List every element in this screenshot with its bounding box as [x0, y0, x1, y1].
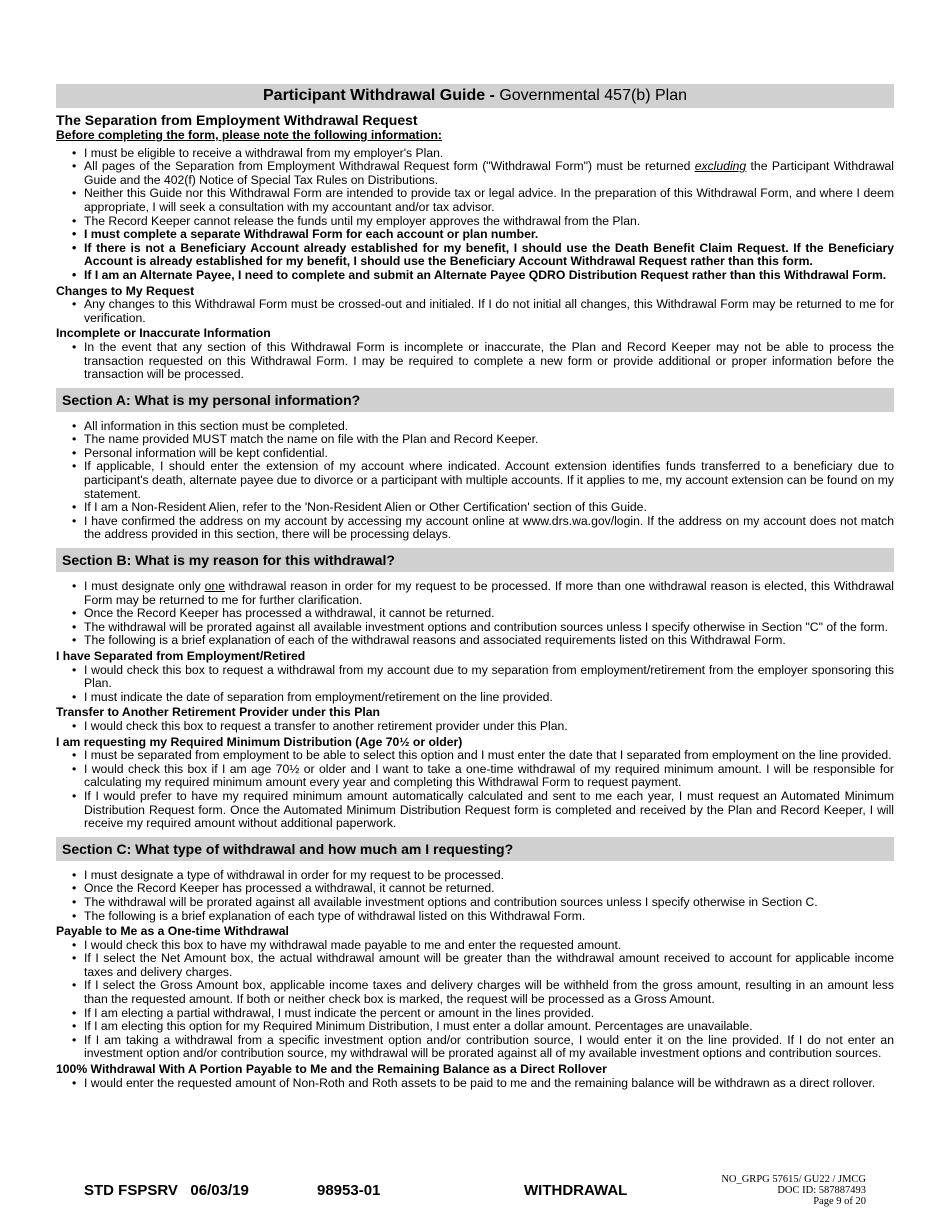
rmd-list	[56, 749, 894, 831]
section-a-heading: Section A: What is my personal information?	[56, 388, 894, 412]
list-item-underline: one	[204, 579, 225, 594]
list-item: • I would check this box to request a transfer to another retirement provider under this Plan.	[84, 720, 894, 734]
page-title	[56, 84, 894, 108]
section-c-heading: Section C: What type of withdrawal and how much am I requesting?	[56, 837, 894, 861]
payable-list	[56, 939, 894, 1061]
incomplete-heading: Incomplete or Inaccurate Information	[56, 326, 271, 341]
list-item: • I must be eligible to receive a withdrawal from my employer's Plan.	[84, 147, 894, 161]
section-b-heading: Section B: What is my reason for this withdrawal?	[56, 548, 894, 572]
list-item: • Once the Record Keeper has processed a withdrawal, it cannot be returned.	[84, 607, 894, 621]
list-item-text: withdrawal reason in order for my request to be processed. If more than one withdrawal reason is elected, this Withdrawal Form may be returned to me for further clarification.	[84, 579, 894, 607]
transfer-list	[56, 720, 894, 734]
changes-heading: Changes to My Request	[56, 283, 195, 298]
list-item: • I would enter the requested amount of Non-Roth and Roth assets to be paid to me and the remaining balance will be withdrawn as a direct rollover.	[84, 1077, 894, 1091]
transfer-heading: Transfer to Another Retirement Provider under this Plan	[56, 705, 380, 720]
list-item: • If there is not a Beneficiary Account already established for my benefit, I should use the Death Benefit Claim Request. If the Beneficiary Account is already established for my benefit, I should use the Beneficiary Account Withdrawal Request rather than this form.	[84, 242, 894, 269]
list-item: • I must complete a separate Withdrawal Form for each account or plan number.	[84, 228, 894, 242]
list-item: • I would check this box to request a withdrawal from my account due to my separation from employment/retirement from the employer sponsoring this Plan.	[84, 664, 894, 691]
title-rest: Governmental 457(b) Plan	[494, 87, 687, 104]
list-item-text: the Participant Withdrawal Guide and the 402(f) Notice of Special Tax Rules on Distributions.	[84, 159, 895, 187]
section-a-list	[56, 420, 894, 542]
footer-code: 98953-01	[317, 1182, 381, 1199]
footer-page-number: Page 9 of 20	[813, 1196, 866, 1207]
list-item: • I must indicate the date of separation from employment/retirement on the line provided.	[84, 691, 894, 705]
list-item: • I would check this box if I am age 70½ or older and I want to take a one-time withdrawal of my required minimum amount. I will be responsible for calculating my required minimum amount every year and completing this Withdrawal Form to request payment.	[84, 763, 894, 790]
list-item: • If I would prefer to have my required minimum amount automatically calculated and sent to me each year, I must request an Automated Minimum Distribution Request form. Once the Automated Minimum Distribution Request form is completed and received by the Plan and Record Keeper, I will receive my required amount without additional paperwork.	[84, 790, 894, 831]
list-item: • The name provided MUST match the name on file with the Plan and Record Keeper.	[84, 433, 894, 447]
rollover-list	[56, 1077, 894, 1091]
list-item-text: All pages of the Separation from Employment Withdrawal Request form ("Withdrawal Form") must be returned	[84, 159, 695, 174]
footer-doc-info	[721, 1174, 866, 1207]
list-item	[84, 160, 894, 187]
list-item: • Personal information will be kept confidential.	[84, 447, 894, 461]
separated-heading: I have Separated from Employment/Retired	[56, 649, 306, 663]
list-item: • I have confirmed the address on my account by accessing my account online at www.drs.wa.gov/login. If the address on my account does not match the address provided in this section, there will be processing delays.	[84, 515, 894, 542]
intro-list	[56, 147, 894, 283]
document-page	[56, 84, 894, 1090]
list-item: • If I am electing a partial withdrawal, I must indicate the percent or amount in the lines provided.	[84, 1007, 894, 1021]
list-item: • The Record Keeper cannot release the funds until my employer approves the withdrawal from the Plan.	[84, 215, 894, 229]
list-item-text: I must designate only	[84, 579, 205, 594]
list-item: • Any changes to this Withdrawal Form must be crossed-out and initialed. If I do not initial all changes, this Withdrawal Form may be returned to me for verification.	[84, 298, 894, 325]
list-item: • If I am electing this option for my Required Minimum Distribution, I must enter a dollar amount. Percentages are unavailable.	[84, 1020, 894, 1034]
list-item: • Neither this Guide nor this Withdrawal Form are intended to provide tax or legal advice. In the preparation of this Withdrawal Form, and where I deem appropriate, I will seek a consultation with my accountant and/or tax advisor.	[84, 187, 894, 214]
rmd-heading: I am requesting my Required Minimum Distribution (Age 70½ or older)	[56, 734, 463, 749]
section-c-list	[56, 869, 894, 923]
footer-doc-id: DOC ID: 587887493	[777, 1185, 866, 1196]
list-item: • I would check this box to have my withdrawal made payable to me and enter the requested amount.	[84, 939, 894, 953]
intro-heading: The Separation from Employment Withdrawal Request	[56, 112, 418, 128]
list-item: • If I am an Alternate Payee, I need to complete and submit an Alternate Payee QDRO Distribution Request rather than this Withdrawal Form.	[84, 269, 894, 283]
list-item: • All information in this section must be completed.	[84, 420, 894, 434]
intro-note: Before completing the form, please note the following information:	[56, 128, 442, 142]
section-b-list	[56, 580, 894, 648]
payable-heading: Payable to Me as a One-time Withdrawal	[56, 924, 289, 939]
incomplete-list	[56, 341, 894, 382]
list-item: • The following is a brief explanation of each of the withdrawal reasons and associated requirements listed on this Withdrawal Form.	[84, 634, 894, 648]
list-item	[84, 580, 894, 607]
list-item: • The following is a brief explanation of each type of withdrawal listed on this Withdrawal Form.	[84, 910, 894, 924]
title-bold: Participant Withdrawal Guide -	[263, 87, 495, 104]
list-item: • In the event that any section of this Withdrawal Form is incomplete or inaccurate, the Plan and Record Keeper may not be able to process the transaction requested on this Withdrawal Form. I may be required to complete a new form or provide additional or proper information before the transaction will be processed.	[84, 341, 894, 382]
list-item: • If I am a Non-Resident Alien, refer to the 'Non-Resident Alien or Other Certification' section of this Guide.	[84, 501, 894, 515]
list-item: • Once the Record Keeper has processed a withdrawal, it cannot be returned.	[84, 882, 894, 896]
list-item: • If I select the Gross Amount box, applicable income taxes and delivery charges will be withheld from the gross amount, resulting in an amount less than the requested amount. If both or neither check box is marked, the request will be processed as a Gross Amount.	[84, 979, 894, 1006]
footer-group: NO_GRPG 57615/ GU22 / JMCG	[721, 1174, 866, 1185]
changes-list	[56, 298, 894, 325]
list-item: • If I am taking a withdrawal from a specific investment option and/or contribution source, I would enter it on the line provided. If I do not enter an investment option and/or contribution source, my withdrawal will be prorated against all of my available investment options and contribution sources.	[84, 1034, 894, 1061]
footer-form-id: STD FSPSRV 06/03/19	[84, 1182, 249, 1199]
list-item: • If applicable, I should enter the extension of my account where indicated. Account extension identifies funds transferred to a beneficiary due to participant's death, alternate payee due to divorce or a participant with multiple accounts. If it applies to me, my account extension can be found on my statement.	[84, 460, 894, 501]
rollover-heading: 100% Withdrawal With A Portion Payable to Me and the Remaining Balance as a Direct Rollover	[56, 1062, 607, 1077]
list-item: • If I select the Net Amount box, the actual withdrawal amount will be greater than the withdrawal amount received to account for applicable income taxes and delivery charges.	[84, 952, 894, 979]
list-item: • I must be separated from employment to be able to select this option and I must enter the date that I separated from employment on the line provided.	[84, 749, 894, 763]
separated-list	[56, 664, 894, 705]
list-item: • The withdrawal will be prorated against all available investment options and contribution sources unless I specify otherwise in Section C.	[84, 896, 894, 910]
footer-type: WITHDRAWAL	[524, 1182, 628, 1199]
list-item: • The withdrawal will be prorated against all available investment options and contribution sources unless I specify otherwise in Section "C" of the form.	[84, 621, 894, 635]
list-item: • I must designate a type of withdrawal in order for my request to be processed.	[84, 869, 894, 883]
list-item-emphasis: excluding	[694, 159, 747, 174]
